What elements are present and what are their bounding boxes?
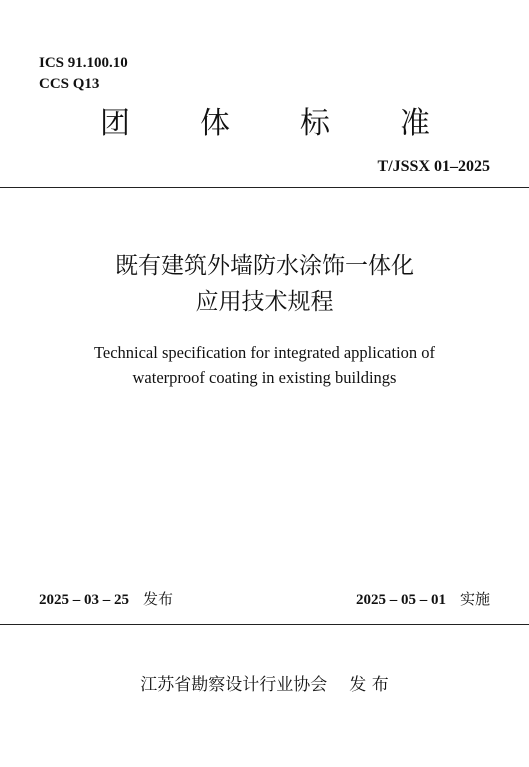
implement-date-block bbox=[356, 588, 490, 611]
title-chinese bbox=[0, 248, 529, 320]
header-divider bbox=[0, 187, 529, 188]
standard-type-char: 标 bbox=[300, 106, 330, 141]
ics-code: ICS 91.100.10 bbox=[39, 55, 128, 71]
issue-date: 2025 – 03 – 25 bbox=[39, 592, 129, 608]
standard-type-char: 团 bbox=[100, 106, 130, 141]
classification-codes bbox=[39, 53, 128, 95]
footer-divider bbox=[0, 624, 529, 625]
issue-label: 发布 bbox=[143, 590, 174, 608]
standard-type bbox=[100, 104, 430, 144]
implement-date: 2025 – 05 – 01 bbox=[355, 592, 446, 608]
publisher-name: 江苏省勘察设计行业协会 bbox=[140, 675, 328, 695]
publish-verb: 发 布 bbox=[349, 675, 389, 695]
title-english bbox=[0, 340, 529, 390]
title-english-line: waterproof coating in existing buildings bbox=[132, 368, 397, 387]
implement-label: 实施 bbox=[459, 590, 490, 608]
issue-date-block bbox=[39, 588, 173, 611]
publisher-line bbox=[0, 673, 529, 697]
title-chinese-line: 既有建筑外墙防水涂饰一体化 bbox=[115, 253, 414, 279]
standard-type-char: 体 bbox=[200, 106, 230, 141]
ccs-code: CCS Q13 bbox=[39, 76, 100, 92]
dates-row bbox=[39, 588, 490, 611]
title-english-line: Technical specification for integrated application of bbox=[93, 343, 436, 362]
title-chinese-line: 应用技术规程 bbox=[195, 289, 334, 315]
standard-number: T/JSSX 01–2025 bbox=[377, 158, 490, 175]
standard-type-char: 准 bbox=[400, 106, 430, 141]
